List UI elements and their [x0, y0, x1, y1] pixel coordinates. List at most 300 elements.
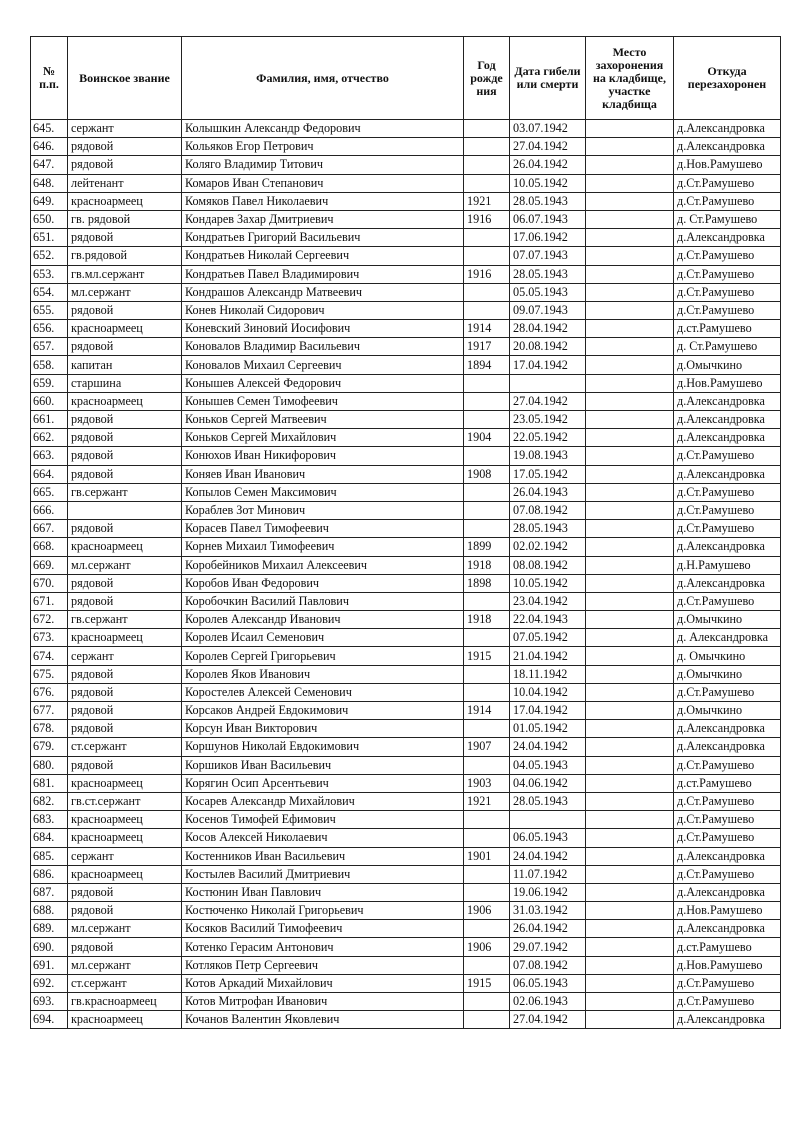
cell-reburied-from: д.Нов.Рамушево	[674, 902, 781, 920]
cell-death-date: 24.04.1942	[510, 738, 586, 756]
table-row	[31, 538, 781, 556]
cell-burial-place	[586, 883, 674, 901]
cell-rank	[68, 501, 182, 519]
cell-full-name: Котов Митрофан Иванович	[182, 993, 464, 1011]
cell-full-name: Кочанов Валентин Яковлевич	[182, 1011, 464, 1029]
cell-rank: красноармеец	[68, 392, 182, 410]
cell-rank: рядовой	[68, 883, 182, 901]
cell-birth-year	[464, 920, 510, 938]
table-row	[31, 265, 781, 283]
table-row	[31, 774, 781, 792]
cell-rank: красноармеец	[68, 829, 182, 847]
cell-death-date: 21.04.1942	[510, 647, 586, 665]
cell-full-name: Корнев Михаил Тимофеевич	[182, 538, 464, 556]
cell-rank: гв.сержант	[68, 483, 182, 501]
cell-burial-place	[586, 683, 674, 701]
cell-burial-place	[586, 811, 674, 829]
cell-rank: рядовой	[68, 301, 182, 319]
cell-reburied-from: д.ст.Рамушево	[674, 774, 781, 792]
cell-burial-place	[586, 829, 674, 847]
cell-number: 689.	[31, 920, 68, 938]
table-row	[31, 574, 781, 592]
table-row	[31, 756, 781, 774]
cell-rank: рядовой	[68, 447, 182, 465]
cell-burial-place	[586, 338, 674, 356]
cell-full-name: Корсаков Андрей Евдокимович	[182, 702, 464, 720]
cell-number: 649.	[31, 192, 68, 210]
cell-rank: капитан	[68, 356, 182, 374]
table-row	[31, 138, 781, 156]
cell-birth-year	[464, 483, 510, 501]
cell-death-date: 19.08.1943	[510, 447, 586, 465]
cell-burial-place	[586, 265, 674, 283]
cell-death-date: 24.04.1942	[510, 847, 586, 865]
table-row	[31, 865, 781, 883]
cell-number: 671.	[31, 592, 68, 610]
cell-birth-year	[464, 447, 510, 465]
table-row	[31, 811, 781, 829]
table-row	[31, 174, 781, 192]
cell-burial-place	[586, 411, 674, 429]
cell-reburied-from: д.Ст.Рамушево	[674, 865, 781, 883]
cell-birth-year	[464, 411, 510, 429]
cell-reburied-from: д.Н.Рамушево	[674, 556, 781, 574]
table-row	[31, 647, 781, 665]
cell-reburied-from: д.Ст.Рамушево	[674, 265, 781, 283]
table-row	[31, 338, 781, 356]
cell-number: 652.	[31, 247, 68, 265]
cell-burial-place	[586, 974, 674, 992]
cell-number: 651.	[31, 229, 68, 247]
table-row	[31, 883, 781, 901]
cell-death-date: 17.04.1942	[510, 356, 586, 374]
cell-death-date: 06.05.1943	[510, 829, 586, 847]
cell-reburied-from: д.Ст.Рамушево	[674, 447, 781, 465]
cell-death-date: 07.05.1942	[510, 629, 586, 647]
cell-full-name: Королев Яков Иванович	[182, 665, 464, 683]
cell-reburied-from: д.Александровка	[674, 847, 781, 865]
cell-number: 663.	[31, 447, 68, 465]
cell-burial-place	[586, 538, 674, 556]
cell-reburied-from: д.Александровка	[674, 883, 781, 901]
cell-birth-year	[464, 138, 510, 156]
table-row	[31, 156, 781, 174]
cell-birth-year: 1916	[464, 210, 510, 228]
cell-number: 692.	[31, 974, 68, 992]
table-row	[31, 501, 781, 519]
table-row	[31, 283, 781, 301]
cell-death-date: 23.05.1942	[510, 411, 586, 429]
cell-birth-year: 1901	[464, 847, 510, 865]
cell-rank: рядовой	[68, 720, 182, 738]
table-body	[31, 120, 781, 1029]
cell-birth-year: 1894	[464, 356, 510, 374]
cell-birth-year: 1915	[464, 974, 510, 992]
cell-birth-year	[464, 374, 510, 392]
cell-birth-year	[464, 283, 510, 301]
cell-death-date: 10.05.1942	[510, 174, 586, 192]
cell-rank: красноармеец	[68, 1011, 182, 1029]
cell-death-date: 10.05.1942	[510, 574, 586, 592]
table-row	[31, 956, 781, 974]
cell-full-name: Корасев Павел Тимофеевич	[182, 520, 464, 538]
cell-death-date: 17.04.1942	[510, 702, 586, 720]
cell-number: 669.	[31, 556, 68, 574]
cell-rank: мл.сержант	[68, 956, 182, 974]
cell-number: 658.	[31, 356, 68, 374]
cell-death-date: 02.02.1942	[510, 538, 586, 556]
cell-death-date: 28.05.1943	[510, 792, 586, 810]
cell-rank: рядовой	[68, 902, 182, 920]
cell-full-name: Королев Александр Иванович	[182, 611, 464, 629]
cell-full-name: Коробейников Михаил Алексеевич	[182, 556, 464, 574]
cell-rank: красноармеец	[68, 629, 182, 647]
table-row	[31, 320, 781, 338]
table-row	[31, 374, 781, 392]
cell-death-date: 05.05.1943	[510, 283, 586, 301]
cell-number: 676.	[31, 683, 68, 701]
cell-full-name: Коростелев Алексей Семенович	[182, 683, 464, 701]
cell-full-name: Костюченко Николай Григорьевич	[182, 902, 464, 920]
cell-reburied-from: д. Александровка	[674, 629, 781, 647]
table-row	[31, 356, 781, 374]
cell-birth-year: 1918	[464, 556, 510, 574]
cell-reburied-from: д.Омычкино	[674, 611, 781, 629]
cell-burial-place	[586, 320, 674, 338]
cell-burial-place	[586, 756, 674, 774]
cell-rank: рядовой	[68, 429, 182, 447]
cell-rank: рядовой	[68, 411, 182, 429]
cell-rank: лейтенант	[68, 174, 182, 192]
cell-reburied-from: д.Александровка	[674, 229, 781, 247]
cell-burial-place	[586, 429, 674, 447]
table-row	[31, 629, 781, 647]
cell-rank: рядовой	[68, 465, 182, 483]
cell-death-date: 27.04.1942	[510, 392, 586, 410]
cell-birth-year	[464, 956, 510, 974]
cell-burial-place	[586, 792, 674, 810]
cell-death-date: 04.05.1943	[510, 756, 586, 774]
table-row	[31, 1011, 781, 1029]
burial-roster-table	[30, 36, 781, 1029]
cell-rank: рядовой	[68, 229, 182, 247]
cell-full-name: Королев Сергей Григорьевич	[182, 647, 464, 665]
cell-birth-year	[464, 865, 510, 883]
cell-full-name: Комаров Иван Степанович	[182, 174, 464, 192]
cell-full-name: Корягин Осип Арсентьевич	[182, 774, 464, 792]
cell-reburied-from: д.Ст.Рамушево	[674, 811, 781, 829]
cell-birth-year: 1906	[464, 938, 510, 956]
cell-birth-year	[464, 592, 510, 610]
cell-full-name: Коневский Зиновий Иосифович	[182, 320, 464, 338]
cell-reburied-from: д.Ст.Рамушево	[674, 792, 781, 810]
cell-number: 686.	[31, 865, 68, 883]
cell-birth-year: 1921	[464, 192, 510, 210]
cell-death-date: 07.08.1942	[510, 501, 586, 519]
cell-birth-year	[464, 120, 510, 138]
cell-reburied-from: д.Ст.Рамушево	[674, 501, 781, 519]
cell-reburied-from: д. Ст.Рамушево	[674, 210, 781, 228]
cell-number: 656.	[31, 320, 68, 338]
cell-death-date: 11.07.1942	[510, 865, 586, 883]
cell-number: 655.	[31, 301, 68, 319]
cell-reburied-from: д. Омычкино	[674, 647, 781, 665]
cell-rank: сержант	[68, 647, 182, 665]
cell-birth-year	[464, 829, 510, 847]
cell-number: 679.	[31, 738, 68, 756]
cell-rank: рядовой	[68, 156, 182, 174]
cell-number: 667.	[31, 520, 68, 538]
cell-death-date: 26.04.1942	[510, 920, 586, 938]
cell-burial-place	[586, 938, 674, 956]
cell-reburied-from: д.Александровка	[674, 920, 781, 938]
cell-death-date: 07.08.1942	[510, 956, 586, 974]
cell-reburied-from: д.Ст.Рамушево	[674, 247, 781, 265]
cell-full-name: Котенко Герасим Антонович	[182, 938, 464, 956]
cell-number: 666.	[31, 501, 68, 519]
cell-number: 646.	[31, 138, 68, 156]
cell-birth-year	[464, 392, 510, 410]
cell-number: 673.	[31, 629, 68, 647]
cell-death-date: 28.05.1943	[510, 192, 586, 210]
cell-number: 680.	[31, 756, 68, 774]
table-row	[31, 847, 781, 865]
cell-reburied-from: д.Ст.Рамушево	[674, 756, 781, 774]
cell-burial-place	[586, 356, 674, 374]
cell-burial-place	[586, 720, 674, 738]
cell-number: 664.	[31, 465, 68, 483]
cell-rank: старшина	[68, 374, 182, 392]
cell-full-name: Коляго Владимир Титович	[182, 156, 464, 174]
cell-burial-place	[586, 483, 674, 501]
cell-death-date: 01.05.1942	[510, 720, 586, 738]
cell-burial-place	[586, 283, 674, 301]
table-row	[31, 247, 781, 265]
table-row	[31, 938, 781, 956]
cell-full-name: Косов Алексей Николаевич	[182, 829, 464, 847]
table-row	[31, 229, 781, 247]
cell-burial-place	[586, 447, 674, 465]
cell-full-name: Костюнин Иван Павлович	[182, 883, 464, 901]
header-row	[31, 37, 781, 120]
cell-full-name: Костылев Василий Дмитриевич	[182, 865, 464, 883]
cell-burial-place	[586, 647, 674, 665]
cell-burial-place	[586, 138, 674, 156]
cell-full-name: Кондарев Захар Дмитриевич	[182, 210, 464, 228]
cell-number: 688.	[31, 902, 68, 920]
cell-burial-place	[586, 665, 674, 683]
cell-death-date: 26.04.1942	[510, 156, 586, 174]
table-row	[31, 483, 781, 501]
table-row	[31, 392, 781, 410]
cell-number: 647.	[31, 156, 68, 174]
table-row	[31, 611, 781, 629]
cell-birth-year	[464, 156, 510, 174]
cell-death-date: 02.06.1943	[510, 993, 586, 1011]
cell-full-name: Коновалов Владимир Васильевич	[182, 338, 464, 356]
cell-full-name: Костенников Иван Васильевич	[182, 847, 464, 865]
cell-rank: рядовой	[68, 683, 182, 701]
cell-burial-place	[586, 865, 674, 883]
cell-burial-place	[586, 847, 674, 865]
table-row	[31, 210, 781, 228]
cell-number: 682.	[31, 792, 68, 810]
cell-death-date: 27.04.1942	[510, 138, 586, 156]
cell-reburied-from: д.Александровка	[674, 1011, 781, 1029]
cell-rank: сержант	[68, 847, 182, 865]
cell-reburied-from: д.Омычкино	[674, 702, 781, 720]
cell-number: 650.	[31, 210, 68, 228]
table-row	[31, 665, 781, 683]
cell-birth-year	[464, 1011, 510, 1029]
cell-number: 665.	[31, 483, 68, 501]
cell-number: 657.	[31, 338, 68, 356]
cell-death-date: 03.07.1942	[510, 120, 586, 138]
header-rank: Воинское звание	[68, 37, 182, 120]
cell-number: 687.	[31, 883, 68, 901]
cell-burial-place	[586, 156, 674, 174]
cell-burial-place	[586, 247, 674, 265]
cell-full-name: Копылов Семен Максимович	[182, 483, 464, 501]
cell-death-date: 28.05.1943	[510, 520, 586, 538]
cell-burial-place	[586, 210, 674, 228]
cell-rank: мл.сержант	[68, 283, 182, 301]
cell-rank: рядовой	[68, 574, 182, 592]
cell-birth-year: 1903	[464, 774, 510, 792]
cell-reburied-from: д.Ст.Рамушево	[674, 483, 781, 501]
cell-full-name: Косяков Василий Тимофеевич	[182, 920, 464, 938]
cell-reburied-from: д.Александровка	[674, 429, 781, 447]
table-row	[31, 902, 781, 920]
cell-burial-place	[586, 592, 674, 610]
table-row	[31, 829, 781, 847]
cell-full-name: Коньков Сергей Матвеевич	[182, 411, 464, 429]
cell-birth-year	[464, 720, 510, 738]
header-full-name: Фамилия, имя, отчество	[182, 37, 464, 120]
cell-full-name: Колышкин Александр Федорович	[182, 120, 464, 138]
cell-death-date	[510, 811, 586, 829]
cell-birth-year	[464, 229, 510, 247]
cell-death-date: 20.08.1942	[510, 338, 586, 356]
cell-rank: рядовой	[68, 592, 182, 610]
cell-number: 668.	[31, 538, 68, 556]
cell-reburied-from: д.Ст.Рамушево	[674, 974, 781, 992]
cell-number: 661.	[31, 411, 68, 429]
cell-rank: гв. рядовой	[68, 210, 182, 228]
cell-reburied-from: д.Ст.Рамушево	[674, 592, 781, 610]
cell-full-name: Коновалов Михаил Сергеевич	[182, 356, 464, 374]
cell-reburied-from: д.Александровка	[674, 120, 781, 138]
cell-burial-place	[586, 392, 674, 410]
cell-number: 670.	[31, 574, 68, 592]
header-death-date: Дата гибели или смерти	[510, 37, 586, 120]
cell-death-date: 09.07.1943	[510, 301, 586, 319]
cell-number: 690.	[31, 938, 68, 956]
cell-burial-place	[586, 556, 674, 574]
table-row	[31, 429, 781, 447]
cell-number: 645.	[31, 120, 68, 138]
cell-reburied-from: д.Ст.Рамушево	[674, 520, 781, 538]
cell-full-name: Конев Николай Сидорович	[182, 301, 464, 319]
cell-number: 662.	[31, 429, 68, 447]
cell-rank: красноармеец	[68, 320, 182, 338]
cell-death-date: 27.04.1942	[510, 1011, 586, 1029]
cell-reburied-from: д.Нов.Рамушево	[674, 374, 781, 392]
cell-number: 675.	[31, 665, 68, 683]
cell-rank: гв.рядовой	[68, 247, 182, 265]
cell-rank: гв.красноармеец	[68, 993, 182, 1011]
cell-death-date: 31.03.1942	[510, 902, 586, 920]
cell-full-name: Кондратьев Григорий Васильевич	[182, 229, 464, 247]
table-row	[31, 920, 781, 938]
cell-reburied-from: д.Александровка	[674, 392, 781, 410]
cell-reburied-from: д.Нов.Рамушево	[674, 156, 781, 174]
cell-number: 660.	[31, 392, 68, 410]
cell-number: 678.	[31, 720, 68, 738]
cell-birth-year: 1918	[464, 611, 510, 629]
cell-reburied-from: д.Ст.Рамушево	[674, 683, 781, 701]
cell-burial-place	[586, 229, 674, 247]
cell-burial-place	[586, 120, 674, 138]
cell-rank: рядовой	[68, 520, 182, 538]
table-row	[31, 192, 781, 210]
cell-number: 648.	[31, 174, 68, 192]
cell-birth-year	[464, 665, 510, 683]
table-row	[31, 592, 781, 610]
cell-burial-place	[586, 192, 674, 210]
cell-reburied-from: д.Александровка	[674, 465, 781, 483]
cell-death-date: 28.05.1943	[510, 265, 586, 283]
cell-burial-place	[586, 611, 674, 629]
cell-full-name: Комяков Павел Николаевич	[182, 192, 464, 210]
cell-rank: мл.сержант	[68, 556, 182, 574]
cell-rank: гв.мл.сержант	[68, 265, 182, 283]
cell-full-name: Котляков Петр Сергеевич	[182, 956, 464, 974]
cell-birth-year	[464, 247, 510, 265]
cell-reburied-from: д.Александровка	[674, 720, 781, 738]
cell-burial-place	[586, 956, 674, 974]
cell-rank: рядовой	[68, 665, 182, 683]
cell-full-name: Корсун Иван Викторович	[182, 720, 464, 738]
cell-birth-year: 1908	[464, 465, 510, 483]
cell-rank: гв.сержант	[68, 611, 182, 629]
table-row	[31, 447, 781, 465]
cell-reburied-from: д.Ст.Рамушево	[674, 301, 781, 319]
cell-birth-year: 1899	[464, 538, 510, 556]
cell-reburied-from: д.ст.Рамушево	[674, 320, 781, 338]
cell-death-date: 06.05.1943	[510, 974, 586, 992]
cell-reburied-from: д.Александровка	[674, 411, 781, 429]
cell-birth-year: 1915	[464, 647, 510, 665]
cell-number: 694.	[31, 1011, 68, 1029]
cell-death-date: 04.06.1942	[510, 774, 586, 792]
cell-full-name: Кольяков Егор Петрович	[182, 138, 464, 156]
cell-number: 691.	[31, 956, 68, 974]
cell-birth-year	[464, 811, 510, 829]
cell-birth-year: 1921	[464, 792, 510, 810]
cell-birth-year	[464, 993, 510, 1011]
cell-rank: ст.сержант	[68, 738, 182, 756]
cell-full-name: Конюхов Иван Никифорович	[182, 447, 464, 465]
cell-death-date: 26.04.1943	[510, 483, 586, 501]
cell-full-name: Коньков Сергей Михайлович	[182, 429, 464, 447]
cell-rank: красноармеец	[68, 538, 182, 556]
cell-full-name: Котов Аркадий Михайлович	[182, 974, 464, 992]
cell-death-date: 28.04.1942	[510, 320, 586, 338]
cell-rank: гв.ст.сержант	[68, 792, 182, 810]
cell-birth-year: 1916	[464, 265, 510, 283]
cell-death-date	[510, 374, 586, 392]
